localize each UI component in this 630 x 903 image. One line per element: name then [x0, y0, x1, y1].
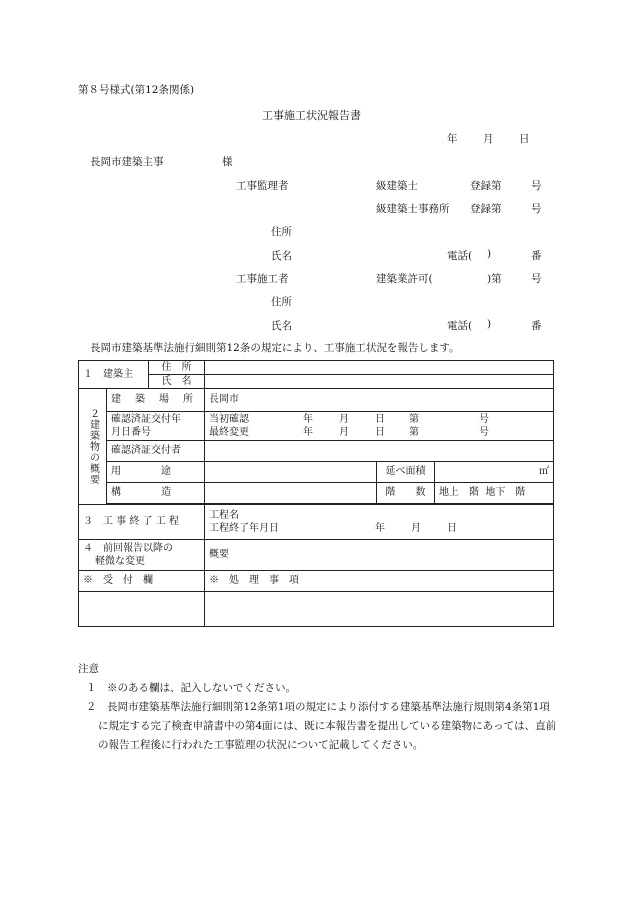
processing-label: ※ 処 理 事 項	[205, 571, 554, 592]
site-field[interactable]	[205, 389, 554, 412]
process-label: ３ 工 事 終 了 工 程	[79, 505, 205, 540]
statement: 長岡市建築基準法施行細則第12条の規定により、工事施工状況を報告します。	[90, 342, 460, 354]
process-day: 日	[447, 523, 457, 534]
changes-label	[79, 540, 205, 571]
area-label: 延べ面積	[377, 462, 435, 483]
final-month: 月	[339, 427, 349, 438]
date-year: 年	[447, 133, 458, 145]
addressee-name: 長岡市建築主事	[90, 156, 164, 168]
use-label: 用 途	[107, 462, 205, 483]
document-title: 工事施工状況報告書	[262, 109, 361, 122]
note-item-2: ２ 長岡市建築基準法施行細則第12条第1項の規定により添付する建築基準法施行規則第4条第1項に規定する完了検査申請書中の第4面には、既に本報告書を提出している建築物にあっては、直前の報告工程後に行われた工事監理の状況について記載してください。	[86, 701, 557, 751]
building-overview-vertical-text: ２建築物の概要	[87, 408, 99, 485]
contractor-phone-suffix: 番	[531, 320, 542, 332]
site-value: 長岡市	[209, 394, 239, 405]
contractor-permit-suffix: 号	[531, 273, 542, 285]
initial-no: 第	[409, 414, 419, 425]
process-field[interactable]	[205, 505, 554, 540]
supervisor-reg-1: 登録第	[470, 180, 502, 192]
supervisor-name-label: 氏名	[271, 250, 292, 262]
floors-below: 地下 階	[485, 487, 526, 498]
processing-field	[205, 592, 554, 627]
changes-summary-label: 概要	[209, 549, 229, 560]
contractor-phone-close: )	[487, 318, 492, 330]
initial-year: 年	[303, 414, 313, 425]
supervisor-label: 工事監理者	[236, 180, 289, 192]
owner-name-field[interactable]	[205, 375, 554, 389]
date-day: 日	[519, 133, 530, 145]
contractor-permit-close: )第	[487, 273, 502, 285]
floors-above: 地上 階	[439, 487, 479, 498]
floors-label: 階 数	[377, 483, 435, 504]
contractor-label: 工事施工者	[236, 273, 289, 285]
structure-label: 構 造	[107, 483, 205, 504]
reception-label: ※ 受 付 欄	[79, 571, 205, 592]
area-unit: ㎡	[539, 466, 549, 477]
supervisor-phone-suffix: 番	[531, 250, 542, 262]
contractor-name-label: 氏名	[271, 320, 292, 332]
final-no: 第	[409, 427, 419, 438]
report-table	[78, 360, 554, 627]
area-field[interactable]	[435, 462, 554, 483]
building-overview-label	[79, 389, 107, 505]
supervisor-license-office: 級建築士事務所	[376, 203, 450, 215]
process-month: 月	[411, 523, 421, 534]
supervisor-reg-2-suffix: 号	[531, 203, 542, 215]
process-end-label: 工程終了年月日	[209, 523, 279, 534]
cert-label	[107, 412, 205, 441]
form-number-label: 第８号様式(第12条関係)	[78, 84, 195, 96]
supervisor-reg-2: 登録第	[470, 203, 502, 215]
final-day: 日	[375, 427, 385, 438]
structure-field[interactable]	[205, 483, 377, 504]
changes-label-line-1: ４ 前回報告以降の	[83, 543, 173, 554]
issuer-label: 確認済証交付者	[107, 441, 205, 462]
date-month: 月	[483, 133, 494, 145]
initial-month: 月	[339, 414, 349, 425]
owner-address-field[interactable]	[205, 361, 554, 375]
owner-label: １ 建築主	[79, 361, 149, 389]
changes-field[interactable]	[205, 540, 554, 571]
supervisor-phone-close: )	[487, 248, 492, 260]
initial-go: 号	[479, 414, 489, 425]
cert-label-line-1: 確認済証交付年	[111, 414, 181, 425]
process-year: 年	[375, 523, 385, 534]
changes-label-line-2: 軽微な変更	[95, 556, 145, 567]
notes-section	[78, 660, 558, 755]
issuer-field[interactable]	[205, 441, 554, 462]
supervisor-reg-1-suffix: 号	[531, 180, 542, 192]
supervisor-phone-label: 電話(	[447, 250, 473, 262]
final-go: 号	[479, 427, 489, 438]
addressee-honorific: 様	[222, 156, 233, 168]
owner-name-label: 氏 名	[149, 375, 205, 389]
contractor-permit: 建築業許可(	[376, 273, 433, 285]
use-field[interactable]	[205, 462, 377, 483]
cert-field[interactable]	[205, 412, 554, 441]
initial-day: 日	[375, 414, 385, 425]
initial-label: 当初確認	[209, 414, 249, 425]
contractor-address-label: 住所	[271, 296, 292, 308]
final-year: 年	[303, 427, 313, 438]
final-label: 最終変更	[209, 427, 249, 438]
note-item-1: １ ※のある欄は、記入しないでください。	[86, 682, 296, 694]
site-label: 建 築 場 所	[107, 389, 205, 412]
owner-address-label: 住 所	[149, 361, 205, 375]
supervisor-address-label: 住所	[271, 226, 292, 238]
floors-field[interactable]	[435, 483, 554, 504]
supervisor-license-architect: 級建築士	[376, 180, 418, 192]
cert-label-line-2: 月日番号	[111, 427, 151, 438]
reception-field	[79, 592, 205, 627]
process-name-label: 工程名	[209, 510, 239, 521]
contractor-phone-label: 電話(	[447, 320, 473, 332]
notes-heading: 注意	[78, 663, 99, 675]
